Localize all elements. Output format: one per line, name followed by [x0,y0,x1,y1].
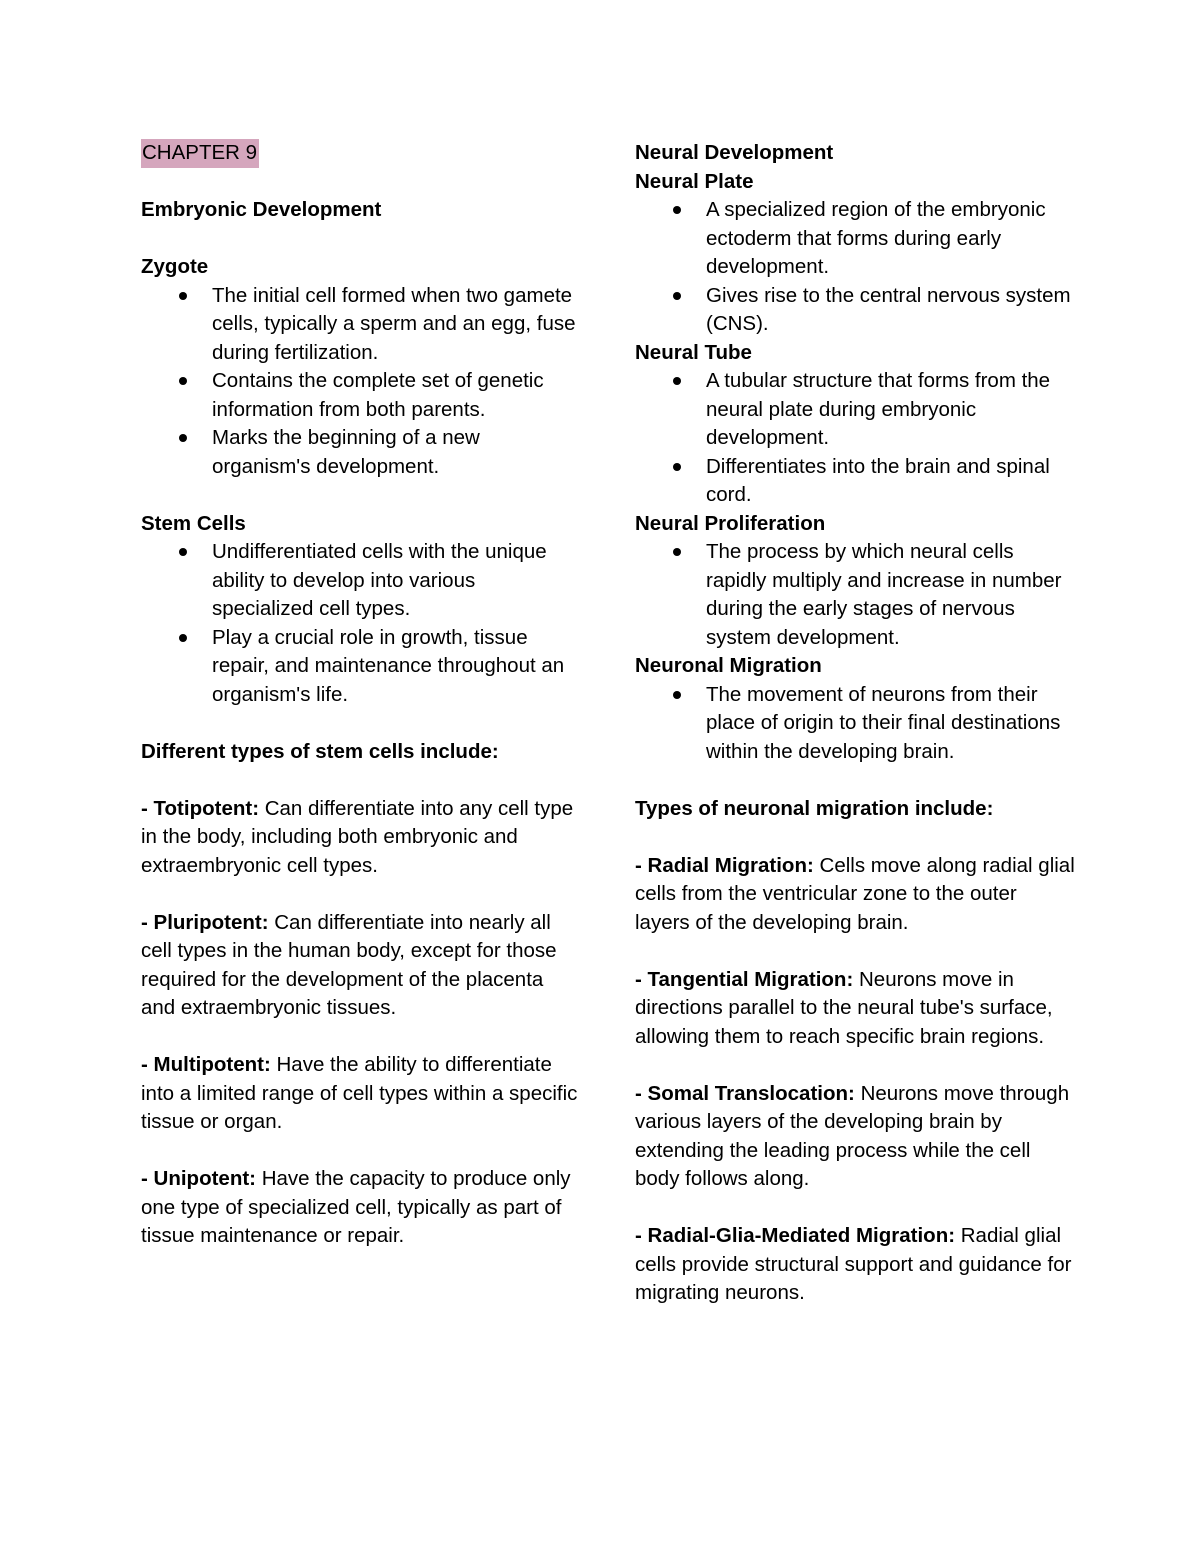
definition-tangential-migration: - Tangential Migration: Neurons move in directions parallel to the neural tube's surface, allowing them to reach specific brain regions. [635,967,1053,1048]
heading-stem-cells: Stem Cells [141,511,246,535]
bullet-icon [179,548,187,556]
heading-migration-types: Types of neuronal migration include: [635,796,994,820]
list-item: Marks the beginning of a new organism's development. [141,424,581,481]
list-item: The process by which neural cells rapidly multiply and increase in number during the early stages of nervous system development. [635,538,1075,652]
bullet-icon [179,634,187,642]
bullet-icon [673,206,681,214]
right-column [635,139,1075,1308]
stem-cells-list [141,538,581,709]
section-title-neural: Neural Development [635,141,834,164]
heading-neural-proliferation: Neural Proliferation [635,511,826,535]
heading-neuronal-migration: Neuronal Migration [635,654,822,677]
left-column [141,139,581,1251]
definition-pluripotent: - Pluripotent: Can differentiate into nearly all cell types in the human body, except for those required for the development of the placenta and extraembryonic tissues. [141,910,557,1019]
bullet-icon [673,548,681,556]
definition-somal-translocation: - Somal Translocation: Neurons move through various layers of the developing brain by extending the leading process while the cell body follows along. [635,1081,1070,1190]
bullet-icon [673,377,681,385]
definition-multipotent: - Multipotent: Have the ability to differentiate into a limited range of cell types within a specific tissue or organ. [141,1053,578,1133]
list-item: The initial cell formed when two gamete cells, typically a sperm and an egg, fuse during fertilization. [141,282,581,368]
list-item: Play a crucial role in growth, tissue repair, and maintenance throughout an organism's life. [141,624,581,710]
list-item: A specialized region of the embryonic ectoderm that forms during early development. [635,196,1075,282]
bullet-icon [673,691,681,699]
chapter-label: CHAPTER 9 [141,139,259,168]
zygote-list [141,282,581,482]
heading-stem-cell-types: Different types of stem cells include: [141,739,499,763]
bullet-icon [179,434,187,442]
neural-proliferation-list [635,538,1075,652]
neuronal-migration-list [635,681,1075,767]
list-item: Contains the complete set of genetic information from both parents. [141,367,581,424]
definition-totipotent: - Totipotent: Can differentiate into any cell type in the body, including both embryonic and extraembryonic cell types. [141,796,574,877]
neural-tube-list [635,367,1075,510]
list-item: Undifferentiated cells with the unique ability to develop into various specialized cell types. [141,538,581,624]
heading-neural-plate: Neural Plate [635,169,754,193]
neural-plate-list [635,196,1075,339]
list-item: Differentiates into the brain and spinal cord. [635,453,1075,510]
definition-radial-glia-mediated-migration: - Radial-Glia-Mediated Migration: Radial glial cells provide structural support and guidance for migrating neurons. [635,1224,1072,1304]
heading-neural-tube: Neural Tube [635,340,752,364]
section-title-embryonic: Embryonic Development [141,198,382,221]
list-item: A tubular structure that forms from the neural plate during embryonic development. [635,367,1075,453]
definition-unipotent: - Unipotent: Have the capacity to produce only one type of specialized cell, typically as part of tissue maintenance or repair. [141,1167,571,1247]
bullet-icon [673,463,681,471]
heading-zygote: Zygote [141,255,209,278]
bullet-icon [673,292,681,300]
definition-radial-migration: - Radial Migration: Cells move along radial glial cells from the ventricular zone to the outer layers of the developing brain. [635,853,1075,934]
list-item: The movement of neurons from their place of origin to their final destinations within the developing brain. [635,681,1075,767]
list-item: Gives rise to the central nervous system (CNS). [635,282,1075,339]
bullet-icon [179,292,187,300]
bullet-icon [179,377,187,385]
